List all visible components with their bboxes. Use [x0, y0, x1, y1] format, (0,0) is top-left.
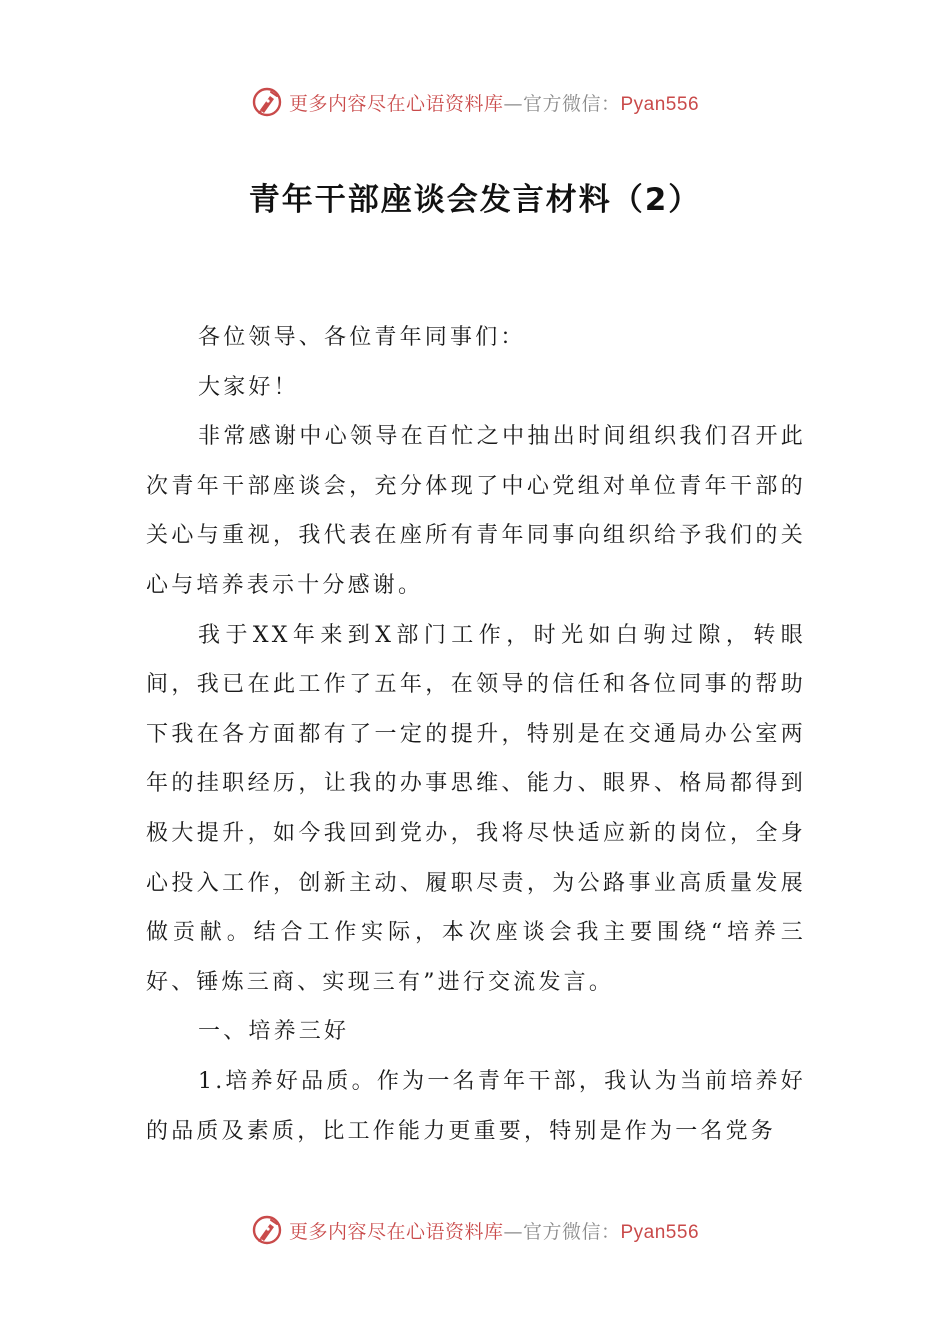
greeting: 大家好！: [198, 374, 299, 400]
body-paragraph: 非常感谢中心领导在百忙之中抽出时间组织我们召开此次青年干部座谈会，充分体现了中心党组对单位青年干部的关心与重视，我代表在座所有青年同事向组织给予我们的关心与培养表示十分感谢。: [146, 424, 806, 598]
body-paragraph: 1.培养好品质。作为一名青年干部，我认为当前培养好的品质及素质，比工作能力更重要，特别是作为一名党务: [146, 1068, 806, 1144]
watermark-wechat-id: Pyan556: [620, 93, 700, 115]
watermark-wechat-id: Pyan556: [620, 1221, 700, 1243]
watermark-dash: —: [503, 1220, 523, 1243]
header-watermark: [0, 84, 950, 120]
watermark-main-text: 更多内容尽在心语资料库: [288, 1220, 504, 1243]
watermark-inner: [251, 86, 699, 118]
footer-watermark: [0, 1212, 950, 1248]
watermark-label: 官方微信：: [522, 1220, 621, 1243]
watermark-inner: [251, 1214, 699, 1246]
pen-nib-logo-icon: [251, 86, 283, 118]
document-title: 青年干部座谈会发言材料（2）: [248, 182, 702, 218]
section-heading: 一、培养三好: [198, 1019, 350, 1045]
pen-nib-logo-icon: [251, 1214, 283, 1246]
body-paragraph: 我于XX年来到X部门工作，时光如白驹过隙，转眼间，我已在此工作了五年，在领导的信任和各位同事的帮助下我在各方面都有了一定的提升，特别是在交通局办公室两年的挂职经历，让我的办事思维、能力、眼界、格局都得到极大提升，如今我回到党办，我将尽快适应新的岗位，全身心投入工作，创新主动、履职尽责，为公路事业高质量发展做贡献。结合工作实际，本次座谈会我主要围绕“培养三好、锤炼三商、实现三有”进行交流发言。: [146, 622, 806, 995]
document-body: [146, 313, 806, 1156]
watermark-dash: —: [503, 92, 523, 115]
watermark-text: [289, 89, 699, 116]
watermark-label: 官方微信：: [522, 92, 621, 115]
watermark-text: [289, 1217, 699, 1244]
salutation: 各位领导、各位青年同事们：: [198, 325, 526, 350]
watermark-main-text: 更多内容尽在心语资料库: [288, 92, 504, 115]
